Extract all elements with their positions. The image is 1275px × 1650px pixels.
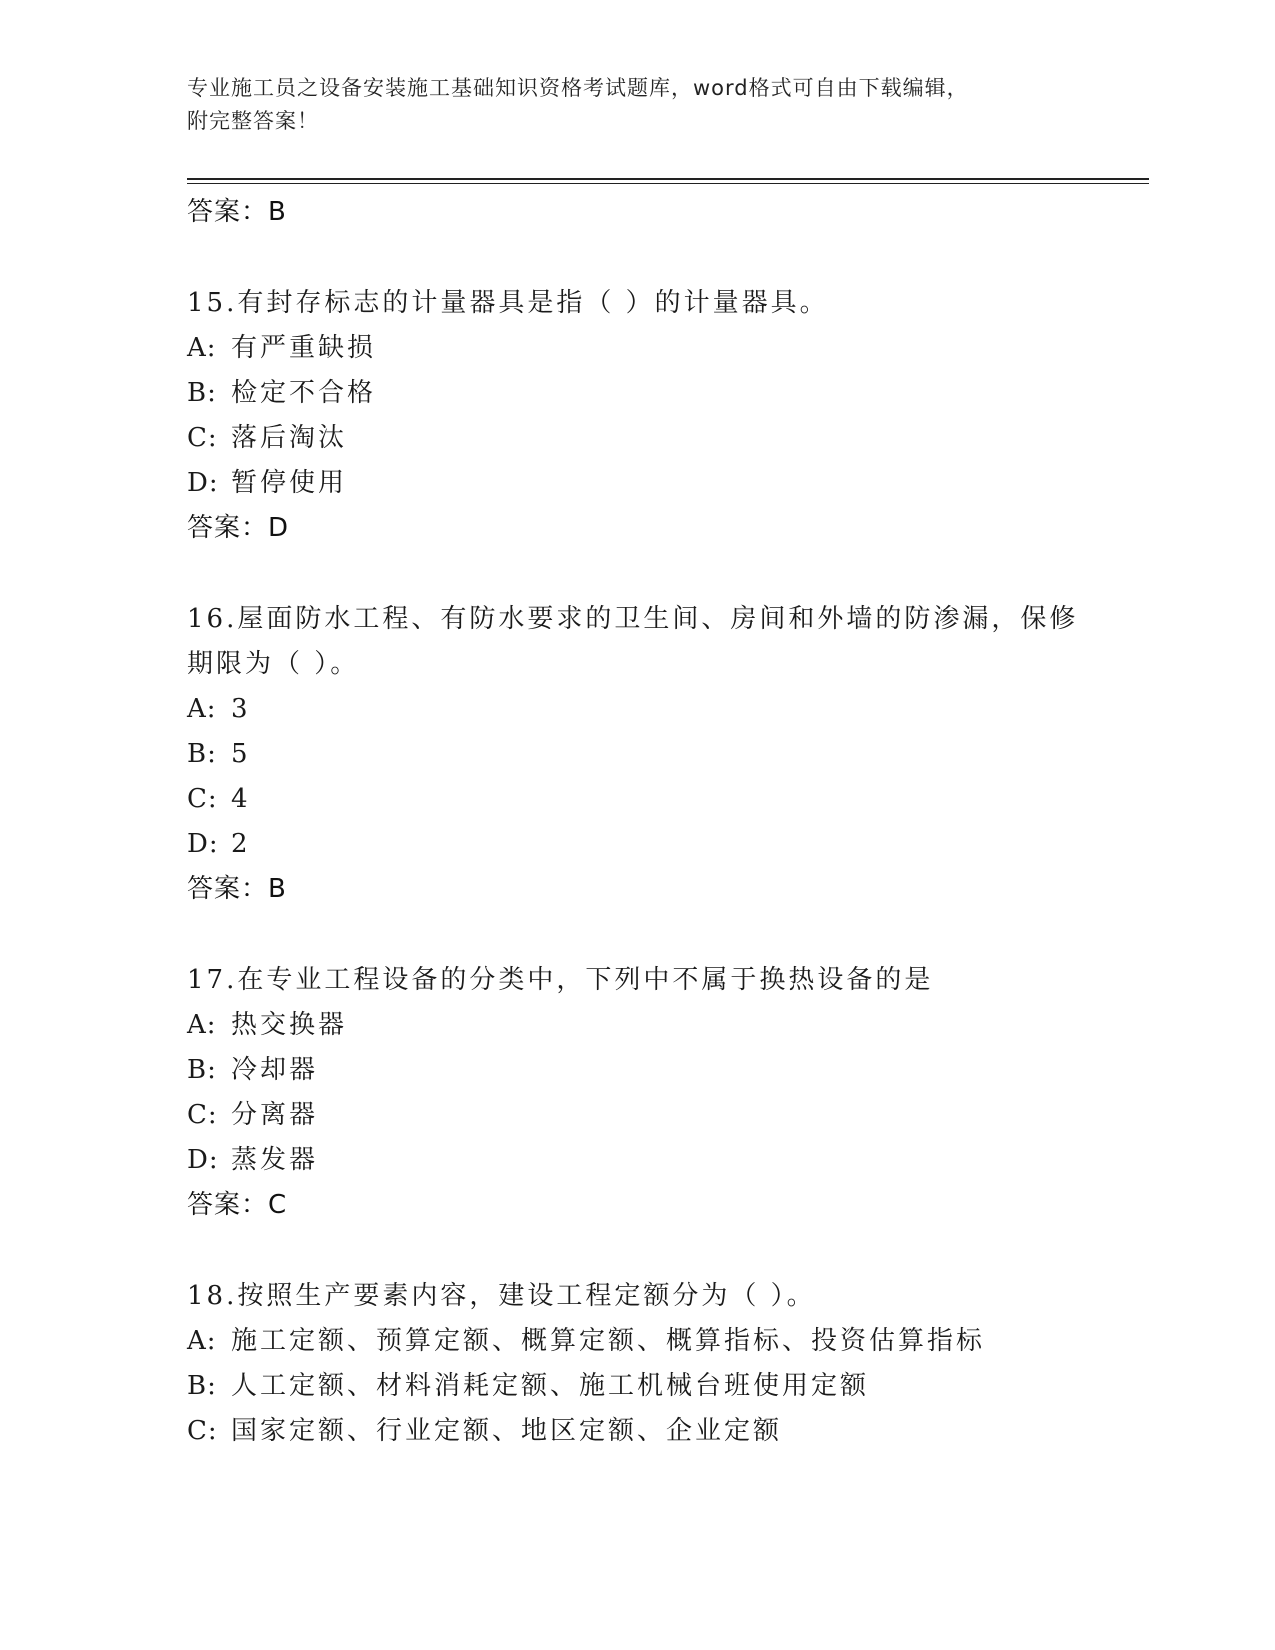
answer-line: 答案：B xyxy=(187,874,287,904)
option-d xyxy=(187,1138,1087,1183)
option-a xyxy=(187,1003,1087,1048)
header-divider-thick xyxy=(187,178,1149,180)
document-header xyxy=(187,72,1087,138)
option-letter: A: xyxy=(187,694,217,724)
option-letter: C: xyxy=(187,423,218,453)
option-a xyxy=(187,326,1087,371)
option-letter: D: xyxy=(187,468,219,498)
question-block xyxy=(187,281,1087,551)
question-block xyxy=(187,958,1087,1228)
option-text: 暂停使用 xyxy=(231,468,348,498)
option-letter: C: xyxy=(187,1100,218,1130)
question-text: 15.有封存标志的计量器具是指（ ）的计量器具。 xyxy=(187,288,829,318)
option-text: 有严重缺损 xyxy=(231,333,377,363)
option-c xyxy=(187,416,1087,461)
question-block xyxy=(187,1274,1087,1454)
question-text: 18.按照生产要素内容，建设工程定额分为（ ）。 xyxy=(187,1281,816,1311)
option-text: 2 xyxy=(231,829,251,859)
option-a xyxy=(187,1319,1087,1364)
option-text: 3 xyxy=(231,694,251,724)
question-text: 16.屋面防水工程、有防水要求的卫生间、房间和外墙的防渗漏，保修期限为（ ）。 xyxy=(187,604,1079,679)
answer-line: 答案：C xyxy=(187,1190,288,1220)
option-text: 人工定额、材料消耗定额、施工机械台班使用定额 xyxy=(231,1371,870,1401)
option-text: 施工定额、预算定额、概算定额、概算指标、投资估算指标 xyxy=(231,1326,986,1356)
option-text: 4 xyxy=(231,784,251,814)
option-letter: A: xyxy=(187,1326,217,1356)
question-block xyxy=(187,597,1087,912)
option-text: 国家定额、行业定额、地区定额、企业定额 xyxy=(231,1416,783,1446)
option-letter: D: xyxy=(187,1145,219,1175)
option-b xyxy=(187,1364,1087,1409)
option-text: 5 xyxy=(231,739,251,769)
option-d xyxy=(187,822,1087,867)
option-text: 冷却器 xyxy=(231,1055,319,1085)
option-b xyxy=(187,371,1087,416)
option-letter: B: xyxy=(187,378,217,408)
question-list xyxy=(187,190,1087,1454)
option-letter: D: xyxy=(187,829,219,859)
option-c xyxy=(187,1409,1087,1454)
option-letter: C: xyxy=(187,784,218,814)
option-letter: B: xyxy=(187,1371,217,1401)
option-a xyxy=(187,687,1087,732)
option-letter: C: xyxy=(187,1416,218,1446)
header-divider-thin xyxy=(187,183,1149,184)
option-d xyxy=(187,461,1087,506)
option-text: 检定不合格 xyxy=(231,378,377,408)
option-text: 蒸发器 xyxy=(231,1145,319,1175)
option-text: 落后淘汰 xyxy=(231,423,348,453)
option-c xyxy=(187,777,1087,822)
question-text: 17.在专业工程设备的分类中，下列中不属于换热设备的是 xyxy=(187,965,934,995)
option-c xyxy=(187,1093,1087,1138)
answer-line: 答案：B xyxy=(187,197,287,227)
option-letter: A: xyxy=(187,333,217,363)
header-line-2: 附完整答案！ xyxy=(187,109,319,133)
option-letter: A: xyxy=(187,1010,217,1040)
answer-line: 答案：D xyxy=(187,513,290,543)
header-line-1: 专业施工员之设备安装施工基础知识资格考试题库，word格式可自由下载编辑， xyxy=(187,76,969,100)
option-text: 分离器 xyxy=(231,1100,319,1130)
option-text: 热交换器 xyxy=(231,1010,348,1040)
option-b xyxy=(187,1048,1087,1093)
option-letter: B: xyxy=(187,1055,217,1085)
option-letter: B: xyxy=(187,739,217,769)
option-b xyxy=(187,732,1087,777)
